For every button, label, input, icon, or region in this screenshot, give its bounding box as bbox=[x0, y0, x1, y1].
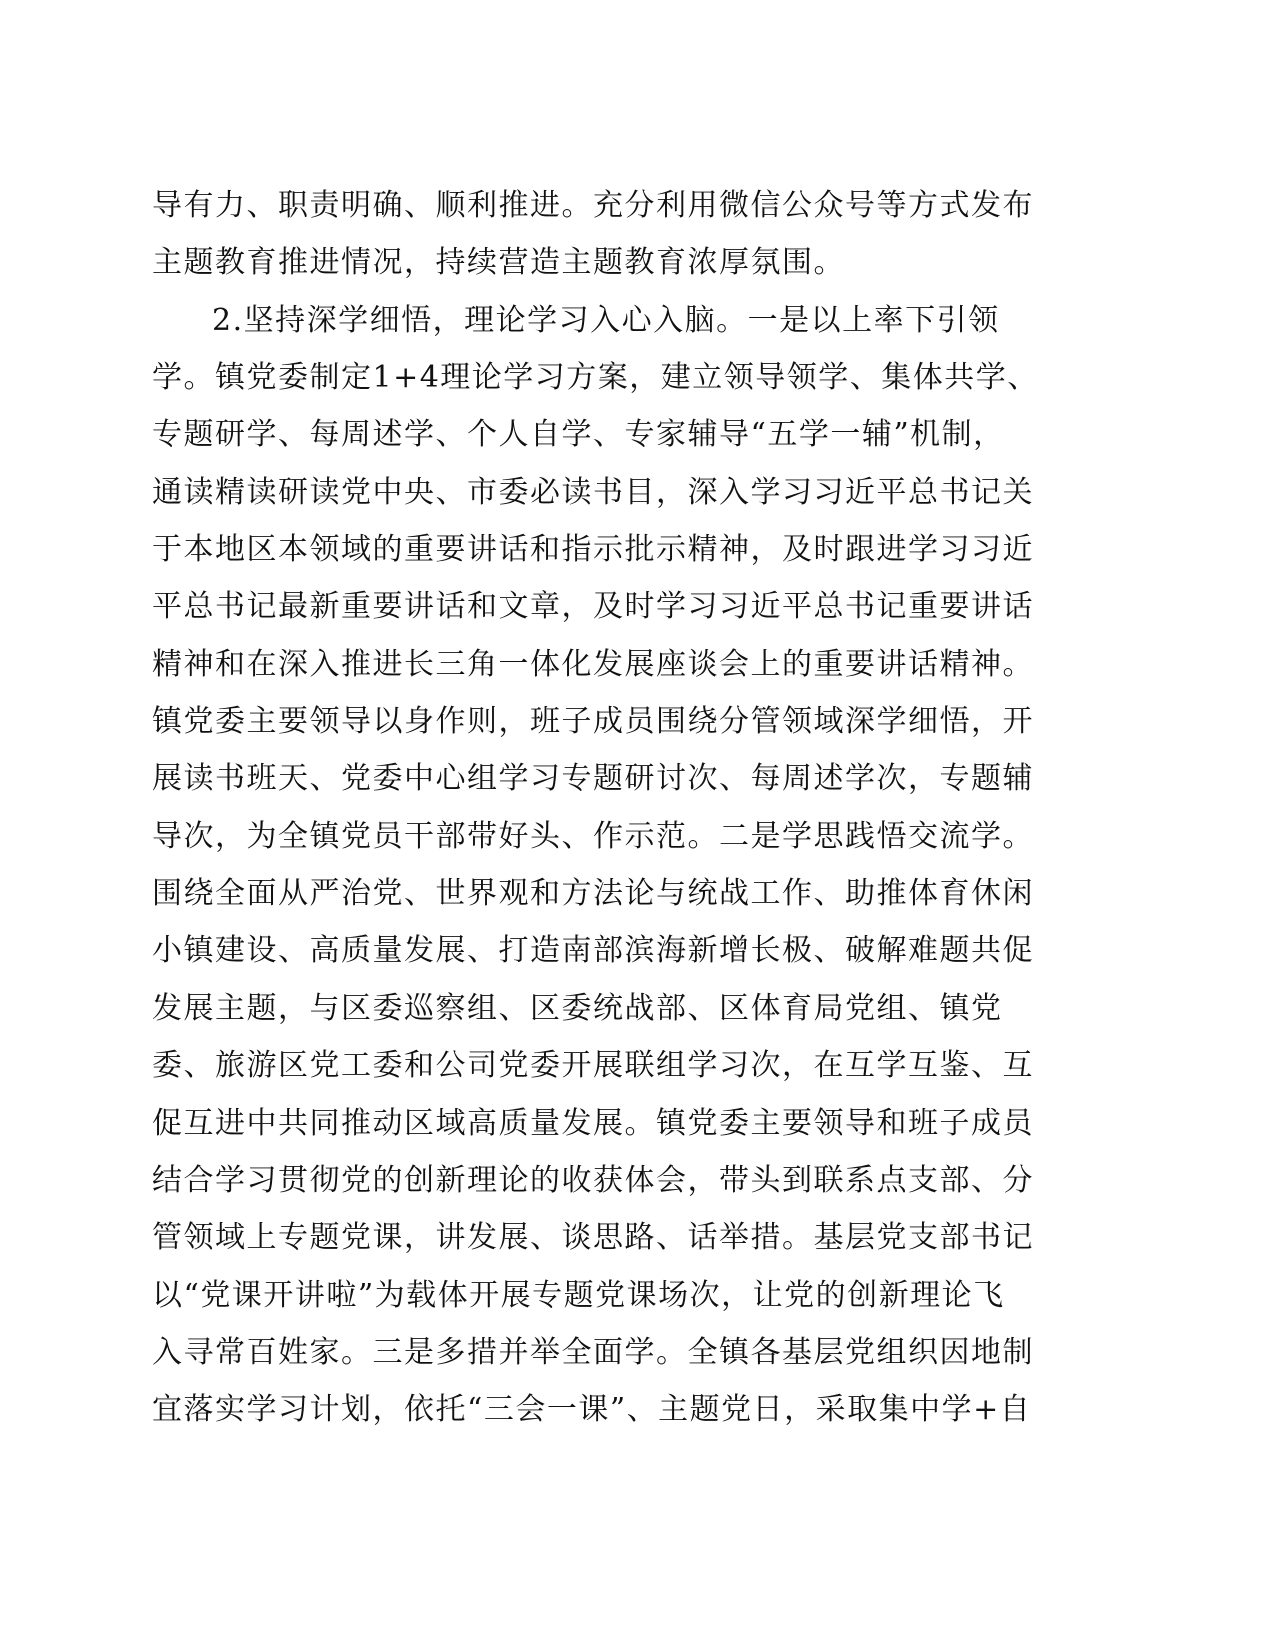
text-line: 促互进中共同推动区域高质量发展。镇党委主要领导和班子成员 bbox=[152, 1105, 1034, 1141]
text-line: 平总书记最新重要讲话和文章，及时学习习近平总书记重要讲话 bbox=[152, 589, 1034, 625]
text-line: 专题研学、每周述学、个人自学、专家辅导“五学一辅”机制， bbox=[152, 417, 1005, 453]
text-line: 精神和在深入推进长三角一体化发展座谈会上的重要讲话精神。 bbox=[152, 646, 1034, 682]
text-line: 2.坚持深学细悟，理论学习入心入脑。一是以上率下引领 bbox=[212, 302, 1000, 338]
text-line: 展读书班天、党委中心组学习专题研讨次、每周述学次，专题辅 bbox=[152, 761, 1034, 797]
text-line: 以“党课开讲啦”为载体开展专题党课场次，让党的创新理论飞 bbox=[152, 1277, 1005, 1313]
text-line: 结合学习贯彻党的创新理论的收获体会，带头到联系点支部、分 bbox=[152, 1162, 1034, 1198]
text-line: 发展主题，与区委巡察组、区委统战部、区体育局党组、镇党 bbox=[152, 990, 1003, 1026]
text-line: 通读精读研读党中央、市委必读书目，深入学习习近平总书记关 bbox=[152, 474, 1034, 510]
text-line: 于本地区本领域的重要讲话和指示批示精神，及时跟进学习习近 bbox=[152, 532, 1034, 568]
text-line: 主题教育推进情况，持续营造主题教育浓厚氛围。 bbox=[152, 245, 845, 281]
text-line: 镇党委主要领导以身作则，班子成员围绕分管领域深学细悟，开 bbox=[152, 704, 1034, 740]
text-line: 围绕全面从严治党、世界观和方法论与统战工作、助推体育休闲 bbox=[152, 876, 1034, 912]
text-line: 入寻常百姓家。三是多措并举全面学。全镇各基层党组织因地制 bbox=[152, 1334, 1034, 1370]
text-line: 委、旅游区党工委和公司党委开展联组学习次，在互学互鉴、互 bbox=[152, 1048, 1034, 1084]
text-line: 管领域上专题党课，讲发展、谈思路、话举措。基层党支部书记 bbox=[152, 1220, 1034, 1256]
text-line: 导有力、职责明确、顺利推进。充分利用微信公众号等方式发布 bbox=[152, 188, 1034, 223]
text-line: 导次，为全镇党员干部带好头、作示范。二是学思践悟交流学。 bbox=[152, 818, 1034, 854]
text-line: 宜落实学习计划，依托“三会一课”、主题党日，采取集中学+自 bbox=[152, 1392, 1032, 1428]
body-text bbox=[152, 177, 1092, 1439]
text-line: 学。镇党委制定1+4理论学习方案，建立领导领学、集体共学、 bbox=[152, 360, 1039, 396]
text-line: 小镇建设、高质量发展、打造南部滨海新增长极、破解难题共促 bbox=[152, 933, 1034, 969]
